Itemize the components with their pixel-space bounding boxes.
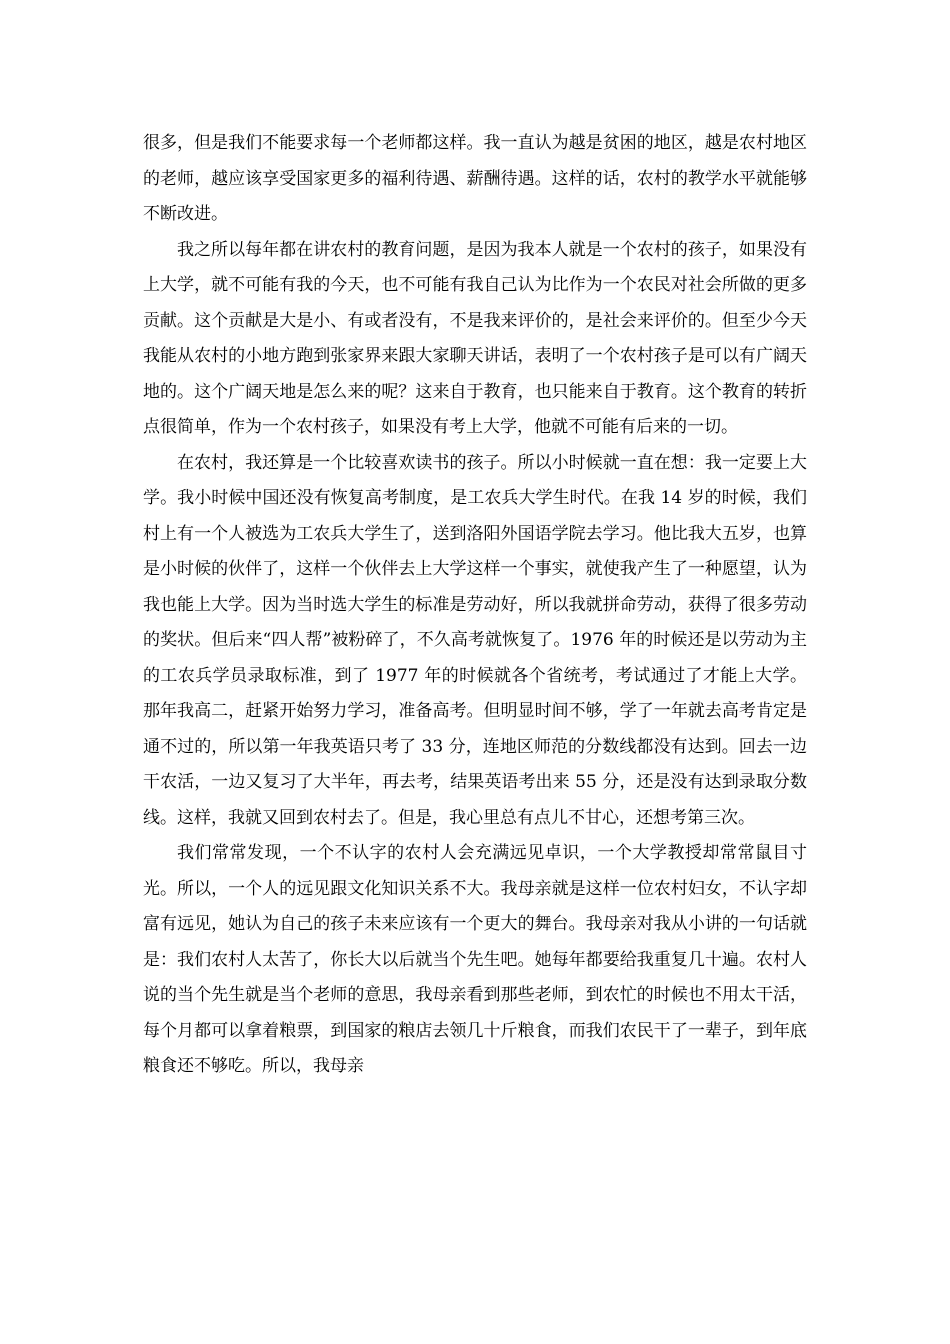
document-page <box>143 126 807 1085</box>
paragraph-2: 我之所以每年都在讲农村的教育问题，是因为我本人就是一个农村的孩子，如果没有上大学，就不可能有我的今天，也不可能有我自己认为比作为一个农民对社会所做的更多贡献。这个贡献是大是小、有或者没有，不是我来评价的，是社会来评价的。但至少今天我能从农村的小地方跑到张家界来跟大家聊天讲话，表明了一个农村孩子是可以有广阔天地的。这个广阔天地是怎么来的呢？这来自于教育，也只能来自于教育。这个教育的转折点很简单，作为一个农村孩子，如果没有考上大学，他就不可能有后来的一切。 <box>143 239 807 437</box>
paragraph-3: 在农村，我还算是一个比较喜欢读书的孩子。所以小时候就一直在想：我一定要上大学。我小时候中国还没有恢复高考制度，是工农兵大学生时代。在我 14 岁的时候，我们村上有一个人被选为工农兵大学生了，送到洛阳外国语学院去学习。他比我大五岁，也算是小时候的伙伴了，这样一个伙伴去上大学这样一个事实，就使我产生了一种愿望，认为我也能上大学。因为当时选大学生的标准是劳动好，所以我就拼命劳动，获得了很多劳动的奖状。但后来“四人帮”被粉碎了，不久高考就恢复了。1976 年的时候还是以劳动为主的工农兵学员录取标准，到了 1977 年的时候就各个省统考，考试通过了才能上大学。那年我高二，赶紧开始努力学习，准备高考。但明显时间不够，学了一年就去高考肯定是通不过的，所以第一年我英语只考了 33 分，连地区师范的分数线都没有达到。回去一边干农活，一边又复习了大半年，再去考，结果英语考出来 55 分，还是没有达到录取分数线。这样，我就又回到农村去了。但是，我心里总有点儿不甘心，还想考第三次。 <box>143 452 807 828</box>
paragraph-4: 我们常常发现，一个不认字的农村人会充满远见卓识，一个大学教授却常常鼠目寸光。所以，一个人的远见跟文化知识关系不大。我母亲就是这样一位农村妇女，不认字却富有远见，她认为自己的孩子未来应该有一个更大的舞台。我母亲对我从小讲的一句话就是：我们农村人太苦了，你长大以后就当个先生吧。她每年都要给我重复几十遍。农村人说的当个先生就是当个老师的意思，我母亲看到那些老师，到农忙的时候也不用太干活，每个月都可以拿着粮票，到国家的粮店去领几十斤粮食，而我们农民干了一辈子，到年底粮食还不够吃。所以，我母亲 <box>143 843 807 1076</box>
paragraph-1: 很多，但是我们不能要求每一个老师都这样。我一直认为越是贫困的地区，越是农村地区的老师，越应该享受国家更多的福利待遇、薪酬待遇。这样的话，农村的教学水平就能够不断改进。 <box>143 133 807 224</box>
